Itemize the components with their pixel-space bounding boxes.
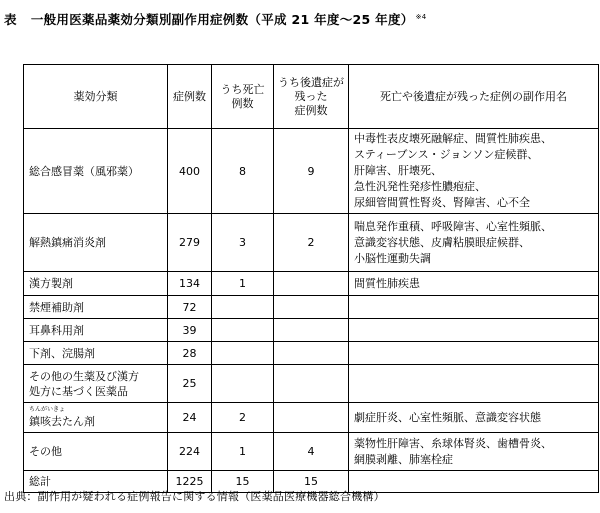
effects-cell [349,365,599,403]
effects-cell [349,296,599,319]
sequelae-cell: 9 [274,129,349,214]
effect-line: 意識変容状態、皮膚粘膜眼症候群、 [354,235,530,249]
sequelae-cell [274,403,349,433]
cases-cell: 134 [168,272,212,296]
sequelae-cell [274,272,349,296]
category-cell [24,129,168,214]
cases-cell: 224 [168,433,212,471]
category-label: 禁煙補助剤 [29,300,84,314]
cases-cell: 1225 [168,471,212,493]
effect-line: スティーブンス・ジョンソン症候群、 [354,148,539,161]
category-cell [24,342,168,365]
effects-cell [349,471,599,493]
deaths-cell: 2 [212,403,274,433]
table-row [24,129,599,214]
caption-title: 一般用医薬品薬効分類別副作用症例数（平成 21 年度〜25 年度） [30,12,414,27]
category-label: 鎮咳去たん剤 [29,415,95,428]
cases-cell: 24 [168,403,212,433]
effect-line: 尿細管間質性腎炎、腎障害、心不全 [354,196,530,209]
header-deaths: うち死亡 例数 [212,65,274,129]
header-category: 薬効分類 [24,65,168,129]
table-body [24,129,599,493]
category-label: 総計 [29,475,51,488]
source-note: 出典：副作用が疑われる症例報告に関する情報（医薬品医療機器総合機構） [4,490,385,503]
table-row [24,365,599,403]
effects-cell [349,433,599,471]
deaths-cell: 1 [212,272,274,296]
header-sequelae: うち後遺症が 残った 症例数 [274,65,349,129]
category-cell [24,296,168,319]
table-caption [4,10,426,28]
effect-line: 中毒性表皮壊死融解症、間質性肺疾患、 [354,132,552,145]
effect-line: 劇症肝炎、心室性頻脈、意識変容状態 [354,410,541,424]
deaths-cell: 3 [212,214,274,272]
effect-line: 網膜剥離、肺塞栓症 [354,452,453,466]
category-cell [24,403,168,433]
category-cell [24,214,168,272]
sequelae-cell [274,296,349,319]
effect-line: 薬物性肝障害、糸球体腎炎、歯槽骨炎、 [354,436,552,450]
sequelae-cell [274,342,349,365]
effect-line: 小脳性運動失調 [354,251,431,265]
table-row [24,342,599,365]
cases-cell: 279 [168,214,212,272]
table-row [24,296,599,319]
effects-cell [349,342,599,365]
category-label: 下剤、浣腸剤 [29,346,95,360]
table-row [24,433,599,471]
cases-cell: 400 [168,129,212,214]
category-label: 漢方製剤 [29,277,73,290]
category-label: 処方に基づく医薬品 [29,384,128,398]
effect-line: 急性汎発性発疹性膿疱症、 [354,180,486,193]
effect-line: 肝障害、肝壊死、 [354,164,442,177]
effect-line: 喘息発作重積、呼吸障害、心室性頻脈、 [354,219,552,233]
effects-cell [349,214,599,272]
table-row [24,319,599,342]
category-cell [24,319,168,342]
deaths-cell: 15 [212,471,274,493]
cases-cell: 25 [168,365,212,403]
cases-cell: 28 [168,342,212,365]
category-label: 総合感冒薬（風邪薬） [29,164,139,178]
sequelae-cell [274,319,349,342]
caption-note: ※4 [415,12,427,21]
sequelae-cell: 2 [274,214,349,272]
deaths-cell [212,319,274,342]
effect-line: 間質性肺疾患 [354,276,420,290]
category-label: その他 [29,445,62,458]
table-row [24,272,599,296]
cases-cell: 39 [168,319,212,342]
category-ruby: ちんがいきょ [29,406,66,413]
deaths-cell [212,342,274,365]
header-row [24,65,599,129]
category-label: 解熱鎮痛消炎剤 [29,236,106,249]
deaths-cell [212,365,274,403]
cases-cell: 72 [168,296,212,319]
effects-cell [349,319,599,342]
deaths-cell: 1 [212,433,274,471]
caption-label: 表 [4,12,17,27]
header-effects: 死亡や後遺症が残った症例の副作用名 [349,65,599,129]
category-label: その他の生薬及び漢方 [29,369,139,383]
deaths-cell: 8 [212,129,274,214]
effects-cell [349,403,599,433]
sequelae-cell [274,365,349,403]
table-row [24,403,599,433]
sequelae-cell: 15 [274,471,349,493]
table-row [24,214,599,272]
effects-cell [349,129,599,214]
category-cell [24,272,168,296]
header-cases: 症例数 [168,65,212,129]
sequelae-cell: 4 [274,433,349,471]
category-label: 耳鼻科用剤 [29,323,84,337]
category-cell [24,365,168,403]
category-cell [24,433,168,471]
deaths-cell [212,296,274,319]
effects-cell [349,272,599,296]
adverse-reaction-table [23,64,599,493]
